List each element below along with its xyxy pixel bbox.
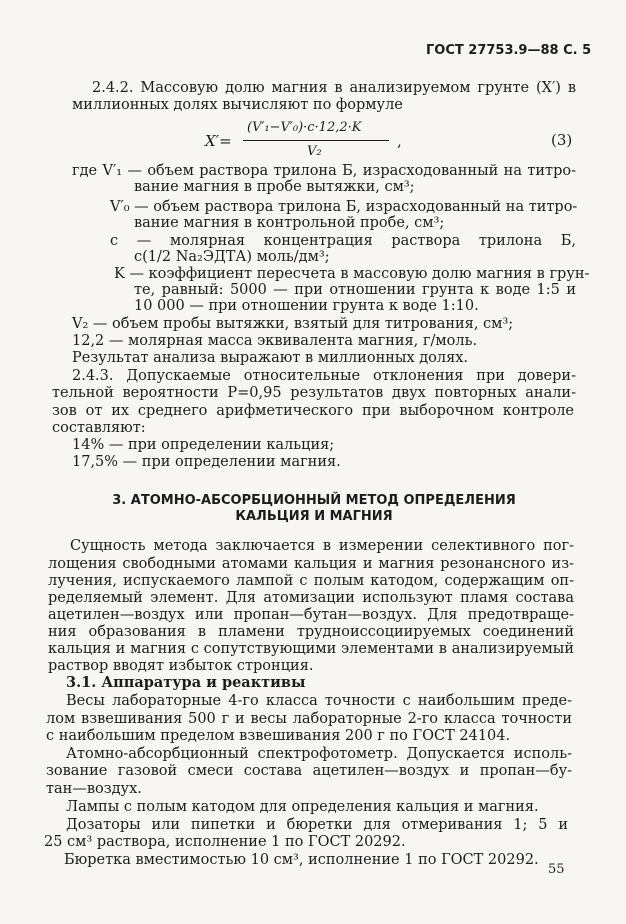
formula-comma: , [397,132,402,150]
fraction-bar [243,140,389,141]
def-c-line-1: c — молярная концентрация раствора трилона Б, [110,233,576,249]
apparatus-line-10: Бюретка вместимостью 10 см³, исполнение 1 по ГОСТ 20292. [64,852,539,868]
para-2-4-2-line-1: 2.4.2. Массовую долю магния в анализируемом грунте (X′) в [92,80,576,96]
formula-3 [205,120,445,168]
def-v1-line-1: где V′₁ — объем раствора трилона Б, израсходованный на титро- [72,163,576,179]
equation-number: (3) [551,131,573,149]
apparatus-line-8: Дозаторы или пипетки и бюретки для отмеривания 1; 5 и [66,817,568,833]
apparatus-line-7: Лампы с полым катодом для определения кальция и магния. [66,799,539,815]
def-c-line-2: c(1/2 Na₂ЭДТА) моль/дм³; [134,249,330,265]
essence-line-8: раствор вводят избыток стронция. [48,658,314,674]
apparatus-line-6: тан—воздух. [46,781,142,797]
essence-line-1: Сущность метода заключается в измерении селективного пог- [70,538,574,554]
def-v0-line-2: вание магния в контрольной пробе, см³; [134,215,445,231]
tolerance-magnesium: 17,5% — при определении магния. [72,454,341,470]
essence-line-6: ния образования в пламени трудноиссоциируемых соединений [48,624,574,640]
apparatus-line-9: 25 см³ раствора, исполнение 1 по ГОСТ 20292. [44,834,406,850]
para-2-4-3-line-2: тельной вероятности P=0,95 результатов двух повторных анали- [52,385,576,401]
formula-lhs: X′= [205,132,232,150]
apparatus-line-5: зование газовой смеси состава ацетилен—воздух и пропан—бу- [46,763,572,779]
essence-line-3: лучения, испускаемого лампой с полым катодом, содержащим оп- [48,573,574,589]
apparatus-line-2: лом взвешивания 500 г и весы лабораторные 2-го класса точности [46,711,572,727]
formula-numerator: (V′₁−V′₀)·c·12,2·K [247,120,362,135]
page-number: 55 [548,862,565,877]
para-2-4-2-line-2: миллионных долях вычисляют по формуле [72,97,403,113]
running-header: ГОСТ 27753.9—88 С. 5 [426,43,592,58]
def-k-line-2: те, равный: 5000 — при отношении грунта к воде 1:5 и [134,282,576,298]
def-v2: V₂ — объем пробы вытяжки, взятый для титрования, см³; [72,316,514,332]
def-12-2: 12,2 — молярная масса эквивалента магния, г/моль. [72,333,478,349]
essence-line-7: кальция и магния с сопутствующими элементами в анализируемый [48,641,574,657]
formula-denominator: V₂ [307,144,322,159]
essence-line-2: лощения свободными атомами кальция и магния резонансного из- [48,556,574,572]
def-k-line-1: K — коэффициент пересчета в массовую долю магния в грун- [114,266,590,282]
essence-line-5: ацетилен—воздух или пропан—бутан—воздух. Для предотвраще- [48,607,574,623]
apparatus-line-3: с наибольшим пределом взвешивания 200 г по ГОСТ 24104. [46,728,511,744]
result-line: Результат анализа выражают в миллионных долях. [72,350,469,366]
para-2-4-3-line-4: составляют: [52,420,146,436]
apparatus-line-4: Атомно-абсорбционный спектрофотометр. Допускается исполь- [66,746,572,762]
def-v0-line-1: V′₀ — объем раствора трилона Б, израсходованный на титро- [110,199,578,215]
para-2-4-3-line-1: 2.4.3. Допускаемые относительные отклонения при довери- [72,368,576,384]
subsection-3-1-title: 3.1. Аппаратура и реактивы [66,674,306,691]
essence-line-4: ределяемый элемент. Для атомизации используют пламя состава [48,590,574,606]
para-2-4-3-line-3: зов от их среднего арифметического при выборочном контроле [52,403,574,419]
section-3-title-line-1: 3. АТОМНО-АБСОРБЦИОННЫЙ МЕТОД ОПРЕДЕЛЕНИЯ [112,493,516,508]
tolerance-calcium: 14% — при определении кальция; [72,437,335,453]
def-v1-line-2: вание магния в пробе вытяжки, см³; [134,179,415,195]
section-3-title-line-2: КАЛЬЦИЯ И МАГНИЯ [235,509,393,524]
apparatus-line-1: Весы лабораторные 4-го класса точности с наибольшим преде- [66,693,572,709]
def-k-line-3: 10 000 — при отношении грунта к воде 1:10. [134,298,479,314]
